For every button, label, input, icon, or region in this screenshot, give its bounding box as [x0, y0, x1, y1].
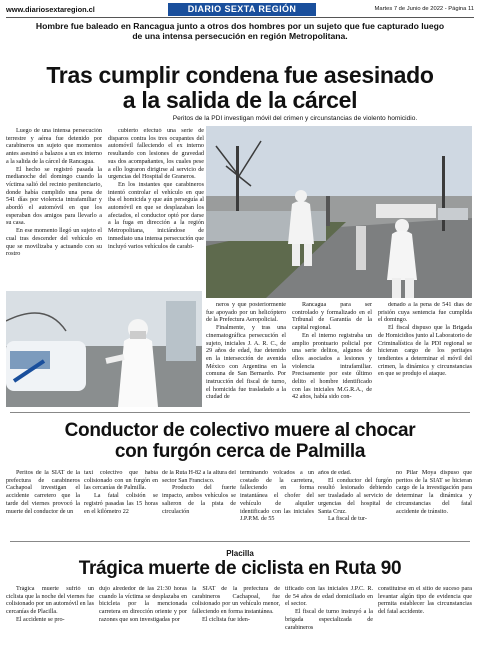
story2-col1: Peritos de la SIAT de la prefectura de carabineros Cachapoal investigan el accidente carretero que la tarde del viernes provocó la muerte del conductor de un [6, 470, 80, 515]
story2-col6: no Pilar Moya dispuso que peritos de la SIAT se hicieran cargo de la investigación para determinar la dinámica y circunstancias del fatal accidente de tránsito. [396, 470, 472, 515]
story3-headline: Trágica muerte de ciclista en Ruta 90 [78, 558, 402, 579]
story1-col3: neros y que posteriormente fue apoyado por un helicóptero de la Prefectura Aeropolicial. Finalmente, y tras una cinematográfica persecución el sujeto, iniciales J. A. R. C., de 29 años de edad, fue detenido en la intersección de avenida México con Argentina en la comuna de San Bernardo. Por instrucción del fiscal de turno, el homicida fue trasladado a la ciudad de [206, 302, 286, 401]
story2-col4: terminando volcados a un costado de la carretera, falleciendo en forma instantánea el chofer del vehículo de alquiler identificado con las iniciales J.P.P.M. de 55 [240, 470, 314, 523]
story2-headline-line2: con furgón cerca de Palmilla [114, 441, 366, 462]
story2-col5: años de edad. El conductor del furgón resultó lesionado debiendo ser trasladado al servicio de urgencias del hospital de Santa Cruz. La fiscal de tur- [318, 470, 392, 523]
story1-headline [10, 63, 470, 113]
story3-col4: tificado con las iniciales J.P.C. R. de 54 años de edad domiciliado en el sector. El fiscal de turno instruyó a la brigada especializada de carabineros [285, 586, 373, 631]
story1-headline-line1: Tras cumplir condena fue asesinado [46, 62, 434, 88]
story1-col1: Luego de una intensa persecución terrestre y aérea fue detenido por carabineros un sujeto que momentos antes asesinó a balazos a un ex interno a la salida de la cárcel de Rancagua. El hecho se registró pasada la medianoche del domingo cuando la víctima salió del recinto penitenciario, donde había cumplido una pena de 541 días por violencia intrafamiliar y abordó el automóvil en que los esperaban dos amigos para llevarlo a su casa. En ese momento llegó un sujeto el cual tras descender del vehículo en que se movilizaba y actuando con su rostro [6, 128, 102, 258]
story3-col3: la SIAT de la prefectura de carabineros Cachapoal, fue colisionado por un vehículo menor, falleciendo en forma instantánea. El ciclista fue iden- [192, 586, 280, 623]
story1-col5: denado a la pena de 541 días de prisión cuya sentencia fue cumplida el domingo. El fiscal dispuso que la Brigada de Homicidios junto al Laboratorio de Criminalística de la PDI regional se hicieran cargo de los peritajes tendientes a determinar el móvil del crimen, la dinámica y circunstancias en que se produjo el ataque. [378, 302, 472, 378]
masthead [6, 4, 474, 18]
story1-headline-line2: a la salida de la cárcel [122, 87, 358, 113]
story1-kicker: Hombre fue baleado en Rancagua junto a otros dos hombres por un sujeto que fue capturado luego de una intensa persecución en región Metropolitana. [35, 21, 445, 41]
story2-headline-line1: Conductor de colectivo muere al chocar [64, 420, 416, 441]
site-url[interactable]: www.diariosextaregion.cl [6, 5, 95, 14]
date-page: Martes 7 de Junio de 2022 - Página 11 [374, 6, 474, 12]
story3-col5: constituirse en el sitio de suceso para levantar algún tipo de evidencia que permita establecer las circunstancias del fatal accidente. [378, 586, 472, 616]
crime-scene-photo [206, 126, 472, 298]
divider [10, 412, 470, 413]
story3-col2: dujo alrededor de las 21:30 horas cuando la víctima se desplazaba en bicicleta por la mencionada carretera en dirección oriente y por razones que son investigadas por [99, 586, 187, 623]
story2-col3: de la Ruta H-82 a la altura del sector San Francisco. Producto del fuerte impacto, ambos vehículos se salieron de la pista de circulación [162, 470, 236, 515]
pdi-officer-photo [6, 291, 202, 407]
divider [10, 541, 470, 542]
story3-section: Placilla [226, 549, 254, 558]
story1-photo-caption: Peritos de la PDI investigan móvil del crimen y circunstancias de violento homicidio. [172, 115, 418, 122]
paper-name: DIARIO SEXTA REGIÓN [168, 3, 316, 16]
story3-col1: Trágica muerte sufrió un ciclista que la noche del viernes fue colisionado por un automóvil en las cercanías de Placilla. El accidente se pro- [6, 586, 94, 623]
story1-col2: cubierto efectuó una serie de disparos contra los tres ocupantes del automóvil falleciendo el ex interno resultando con lesiones de gravedad sus dos acompañantes, los cuales pese a ello lograron dirigirse al servicio de urgencias del Hospital de Graneros. En los instantes que carabineros intentó controlar el vehículo en que iba el homicida y que aún perseguía al automóvil en que se desplazaban los afectados, el conductor optó por darse a la fuga en dirección a la región Metropolitana, iniciándose de inmediato una intensa persecución que incluyó varios vehículos de carabi- [108, 128, 204, 250]
story1-col4: Rancagua para ser controlado y formalizado en el Tribunal de Garantía de la capital regional. En el interno registraba un amplio prontuario policial por una serie delitos, algunos de ellos asociados a lesiones y violencia intrafamiliar. Precisamente por este último delito el hombre identificado con las iniciales M.G.R.A., de 42 años, había sido con- [292, 302, 372, 401]
story2-headline [10, 420, 470, 462]
story2-col2: taxi colectivo que había colisionado con un furgón en las cercanías de Palmilla. La fatal colisión se registró pasadas las 15 horas en el kilómetro 22 [84, 470, 158, 515]
